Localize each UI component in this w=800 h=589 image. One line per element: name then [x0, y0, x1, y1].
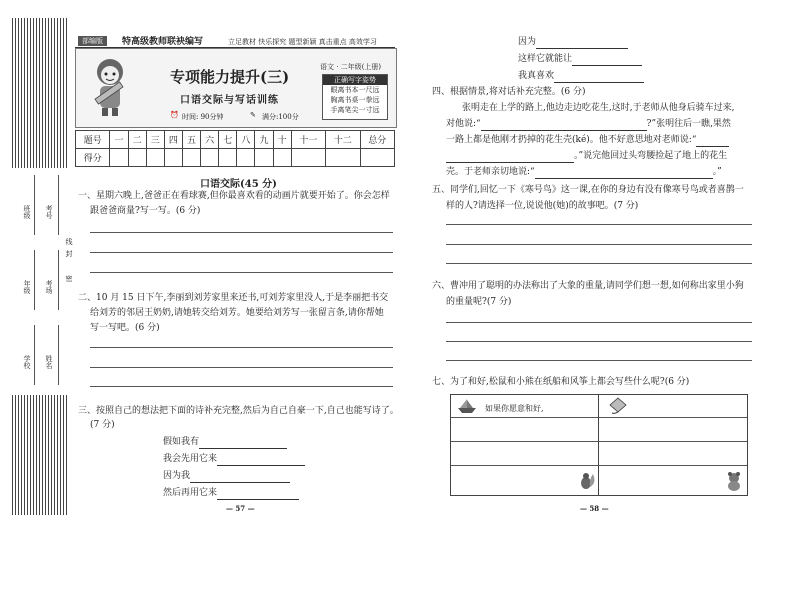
q4-line-4: [446, 150, 727, 163]
q4-title: 四、根据情景,将对话补充完整。(6 分): [432, 87, 586, 97]
score-row-values: [76, 149, 395, 167]
seal-char-2: 封: [65, 250, 73, 257]
mascot-icon: [92, 56, 128, 118]
box-rule: [451, 417, 747, 418]
score-cell[interactable]: [237, 149, 255, 167]
series-title: 特高级教师联袂编写: [122, 37, 204, 47]
seal-char-3: 线: [65, 238, 73, 245]
q2-answer-line[interactable]: [90, 347, 393, 348]
score-cell[interactable]: [326, 149, 360, 167]
field-grade[interactable]: [34, 250, 36, 310]
poem-blank[interactable]: [217, 454, 305, 466]
q5-answer-line[interactable]: [446, 224, 752, 225]
q4-text: 。”说完他回过头弯腰捡起了地上的花生: [574, 151, 728, 161]
q2-line-1: 二、10 月 15 日下午,李丽到刘芳家里来还书,可刘芳家里没人,于是李丽把书交: [78, 293, 389, 303]
q1-line-2: 跟爸爸商量?写一写。(6 分): [90, 206, 201, 216]
q3-line-2: (7 分): [90, 420, 115, 430]
poem-line-4: [163, 487, 299, 500]
q5-line-2: 样的人?请选择一位,说说他(她)的故事吧。(7 分): [446, 201, 639, 211]
score-header-cell: 六: [201, 131, 219, 149]
q4-blank[interactable]: [481, 119, 647, 131]
pencil-icon: ✎: [250, 111, 256, 119]
badge: 部编版: [78, 36, 107, 46]
q1-line-1: 一、星期六晚上,爸爸正在看球赛,但你最喜欢看的动画片就要开始了。你会怎样: [78, 191, 390, 201]
clock-icon: ⏰: [170, 111, 179, 119]
q4-line-2: [446, 118, 731, 131]
binding-stripe-bottom: [12, 395, 68, 515]
score-header-cell: 五: [182, 131, 200, 149]
seal-char-1: 密: [65, 275, 73, 282]
q5-answer-line[interactable]: [446, 263, 752, 264]
q4-text: 壳。于老师亲切地说:“: [446, 167, 535, 177]
field-exam-room[interactable]: [58, 250, 60, 310]
poem-line-1: [163, 436, 287, 449]
q4-text: 。”: [712, 167, 722, 177]
page-number-right: — 58 —: [580, 504, 609, 513]
poem-blank[interactable]: [217, 488, 299, 500]
field-exam-no[interactable]: [58, 175, 60, 235]
q7-writing-box: [450, 394, 748, 496]
student-info-group-c: [22, 325, 62, 395]
motto-line-1: 眼离书本一尺远: [330, 86, 380, 94]
q1-answer-line[interactable]: [90, 252, 393, 253]
grade-label: 语文 · 二年级(上册): [320, 63, 382, 71]
box-rule: [451, 441, 747, 442]
box-divider: [598, 395, 599, 495]
q5-line-1: 五、同学们,回忆一下《寒号鸟》这一课,在你的身边有没有像寒号鸟或者喜鹊一: [432, 185, 744, 195]
poem-cont-2: [518, 53, 642, 66]
squirrel-icon: [579, 471, 597, 491]
score-cell[interactable]: [201, 149, 219, 167]
q6-answer-line[interactable]: [446, 322, 752, 323]
poem-text: 我会先用它来: [163, 454, 218, 464]
score-table: [75, 130, 395, 167]
score-header-cell: 十: [273, 131, 291, 149]
score-header-cell: 十二: [326, 131, 360, 149]
poem-blank[interactable]: [190, 471, 290, 483]
score-header-cell: 九: [255, 131, 273, 149]
score-label: 满分:100分: [262, 113, 299, 121]
score-cell[interactable]: [219, 149, 237, 167]
q1-answer-line[interactable]: [90, 232, 393, 233]
q4-blank[interactable]: [535, 167, 713, 179]
score-header-cell: 四: [164, 131, 182, 149]
q4-line-1: 张明走在上学的路上,他边走边吃花生,这时,于老师从他身后骑车过来,: [462, 103, 735, 113]
q4-blank[interactable]: [446, 151, 574, 163]
motto-box: [322, 74, 388, 120]
poem-cont-3: [518, 70, 644, 83]
q4-text: 一路上都是他刚才扔掉的花生壳(ké)。他不好意思地对老师说:“: [446, 135, 697, 145]
label-exam-no: 考号: [45, 205, 53, 219]
score-cell[interactable]: [360, 149, 394, 167]
poem-text: 这样它就能让: [518, 54, 573, 64]
field-class[interactable]: [34, 175, 36, 235]
score-cell[interactable]: [128, 149, 146, 167]
poem-line-3: [163, 470, 290, 483]
label-class: 班级: [23, 205, 31, 219]
score-header-cell: 三: [146, 131, 164, 149]
score-cell[interactable]: [146, 149, 164, 167]
student-info-group-a: [22, 175, 62, 245]
poem-cont-1: [518, 36, 628, 49]
motto-line-2: 胸离书桌一拳远: [330, 96, 380, 104]
score-header-cell: 题号: [76, 131, 110, 149]
score-header-cell: 八: [237, 131, 255, 149]
series-slogan: 立足教材 快乐探究 题型新颖 真击重点 高效学习: [228, 38, 377, 46]
score-cell[interactable]: [255, 149, 273, 167]
q6-answer-line[interactable]: [446, 341, 752, 342]
q3-line-1: 三、按照自己的想法把下面的诗补充完整,然后为自己自豪一下,自己也能写诗了。: [78, 406, 399, 416]
time-label: 时间: 90分钟: [182, 113, 224, 121]
score-cell[interactable]: [110, 149, 128, 167]
q5-answer-line[interactable]: [446, 244, 752, 245]
q7-box-text: 如果你愿意和好,: [485, 404, 544, 413]
q4-blank[interactable]: [696, 135, 729, 147]
q4-line-3: [446, 134, 729, 147]
binding-stripe-top: [12, 18, 68, 168]
field-name[interactable]: [58, 325, 60, 385]
q4-line-5: [446, 166, 722, 179]
poem-text: 因为: [518, 37, 537, 47]
section-title: 口语交际(45 分): [200, 179, 277, 190]
poem-blank[interactable]: [572, 54, 642, 66]
q2-line-2: 给刘芳的邻居王奶奶,请她转交给刘芳。她要给刘芳写一张留言条,请你帮她: [90, 308, 384, 318]
chapter-title: 专项能力提升(三): [170, 68, 290, 86]
score-cell[interactable]: [273, 149, 291, 167]
score-header-cell: 七: [219, 131, 237, 149]
score-cell[interactable]: [291, 149, 325, 167]
label-grade: 年级: [23, 280, 31, 294]
q6-answer-line[interactable]: [446, 360, 752, 361]
q6-line-1: 六、曹冲用了聪明的办法称出了大象的重量,请同学们想一想,如何称出家里小狗: [432, 281, 744, 291]
score-row-label: 得分: [76, 149, 110, 167]
label-exam-room: 考场: [45, 280, 53, 294]
score-cell[interactable]: [182, 149, 200, 167]
label-name: 姓名: [45, 355, 53, 369]
score-header-cell: 总分: [360, 131, 394, 149]
poem-text: 我真喜欢: [518, 71, 555, 81]
q2-answer-line[interactable]: [90, 386, 393, 387]
q4-text: 对他说:“: [446, 119, 481, 129]
poem-line-2: [163, 453, 305, 466]
q4-text: ?”张明往后一瞧,果然: [646, 119, 731, 129]
q2-answer-line[interactable]: [90, 367, 393, 368]
score-header-cell: 一: [110, 131, 128, 149]
q7-title: 七、为了和好,松鼠和小熊在纸船和风筝上都会写些什么呢?(6 分): [432, 377, 690, 387]
poem-blank[interactable]: [199, 437, 287, 449]
box-rule: [451, 465, 747, 466]
poem-blank[interactable]: [536, 37, 628, 49]
poem-blank[interactable]: [554, 71, 644, 83]
score-cell[interactable]: [164, 149, 182, 167]
label-school: 学校: [23, 355, 31, 369]
motto-line-3: 手离笔尖一寸远: [330, 106, 380, 114]
poem-text: 假如我有: [163, 437, 200, 447]
page-number-left: — 57 —: [226, 504, 255, 513]
poem-text: 因为我: [163, 471, 191, 481]
field-school[interactable]: [34, 325, 36, 385]
chapter-subtitle: 口语交际与写话训练: [180, 95, 279, 106]
student-info-group-b: [22, 250, 73, 320]
poem-text: 然后再用它来: [163, 488, 218, 498]
kite-icon: [607, 397, 629, 415]
motto-title: 正确写字姿势: [323, 75, 387, 85]
score-header-cell: 二: [128, 131, 146, 149]
paper-boat-icon: [457, 398, 477, 414]
q6-line-2: 的重量呢?(7 分): [446, 297, 512, 307]
bear-icon: [725, 471, 743, 491]
q2-line-3: 写一写吧。(6 分): [90, 323, 160, 333]
score-row-headers: [76, 131, 395, 149]
q1-answer-line[interactable]: [90, 272, 393, 273]
score-header-cell: 十一: [291, 131, 325, 149]
